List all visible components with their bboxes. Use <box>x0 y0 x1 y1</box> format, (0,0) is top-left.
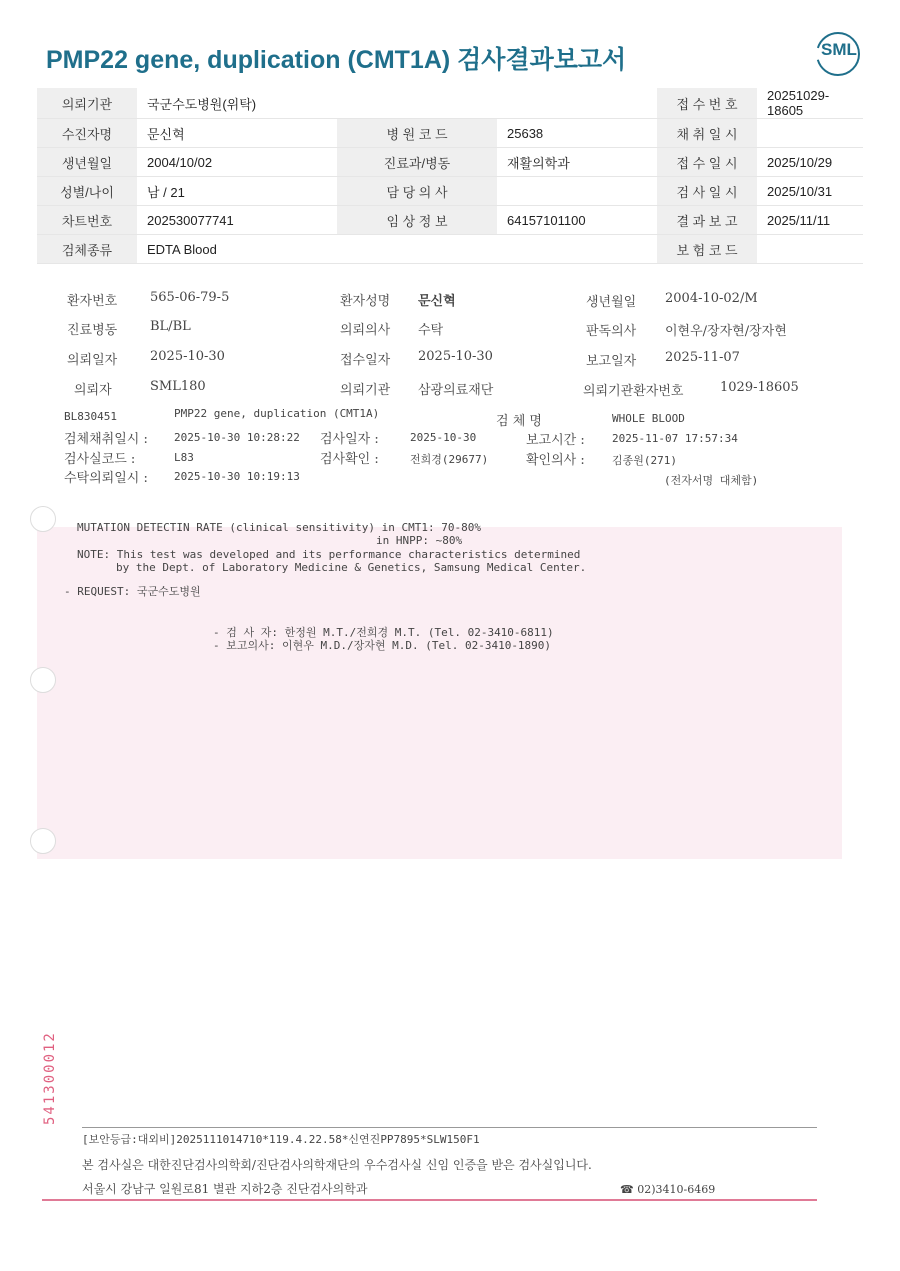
accreditation-text: 본 검사실은 대한진단검사의학회/진단검사의학재단의 우수검사실 신임 인증을 받은 검사실입니다. <box>82 1158 592 1172</box>
label-test-date: 검사일자 : <box>320 432 379 447</box>
label-receipt-date: 접수일자 <box>340 353 391 368</box>
info-label: 보 험 코 드 <box>657 235 757 264</box>
info-label <box>337 235 497 264</box>
value-reading-doctor: 이현우/장자현/장자현 <box>665 324 787 339</box>
info-value: 25638 <box>497 119 657 148</box>
value-patient-no: 565-06-79-5 <box>150 290 230 305</box>
value-test-date: 2025-10-30 <box>410 431 477 444</box>
info-value <box>497 177 657 206</box>
info-row <box>37 206 863 235</box>
note-request: - REQUEST: 국군수도병원 <box>64 585 201 598</box>
punch-hole <box>30 828 56 854</box>
info-label: 접 수 번 호 <box>657 88 757 119</box>
value-inst-patient-no: 1029-18605 <box>720 380 799 395</box>
footer-pink-line <box>42 1199 817 1201</box>
footer-divider <box>82 1127 817 1128</box>
info-label <box>337 88 497 119</box>
info-label: 수진자명 <box>37 119 137 148</box>
info-value <box>757 119 863 148</box>
test-code: BL830451 <box>64 410 117 423</box>
label-report-time: 보고시간 : <box>526 433 585 448</box>
sml-logo-text: SML <box>821 40 857 59</box>
note-tester: - 검 사 자: 한정원 M.T./전희경 M.T. (Tel. 02-3410-6811) <box>213 626 554 639</box>
side-serial-number: 541300012 <box>42 1031 58 1125</box>
note-reporter: - 보고의사: 이현우 M.D./장자현 M.D. (Tel. 02-3410-1890) <box>213 639 552 652</box>
info-value <box>497 88 657 119</box>
info-value: 2004/10/02 <box>137 148 337 177</box>
punch-hole <box>30 506 56 532</box>
info-row <box>37 177 863 206</box>
label-consign-time: 수탁의뢰일시 : <box>64 471 148 486</box>
value-report-time: 2025-11-07 17:57:34 <box>612 432 738 445</box>
info-label: 검 사 일 시 <box>657 177 757 206</box>
info-label: 의뢰기관 <box>37 88 137 119</box>
label-requester: 의뢰자 <box>74 383 112 398</box>
info-row <box>37 148 863 177</box>
value-collection-time: 2025-10-30 10:28:22 <box>174 431 300 444</box>
label-referring-doctor: 의뢰의사 <box>340 323 391 338</box>
value-consign-time: 2025-10-30 10:19:13 <box>174 470 300 483</box>
label-test-confirm: 검사확인 : <box>320 452 379 467</box>
value-report-date: 2025-11-07 <box>665 350 740 365</box>
value-request-date: 2025-10-30 <box>150 349 225 364</box>
label-ward: 진료병동 <box>67 323 118 338</box>
note-hnpp: in HNPP: ~80% <box>376 534 463 547</box>
label-patient-no: 환자번호 <box>67 294 118 309</box>
phone-text: ☎ 02)3410-6469 <box>620 1183 716 1196</box>
value-confirm-doctor: 김종원(271) <box>612 454 677 467</box>
punch-hole <box>30 667 56 693</box>
info-label: 결 과 보 고 <box>657 206 757 235</box>
value-test-confirm: 전희경(29677) <box>410 453 489 466</box>
value-receipt-date: 2025-10-30 <box>418 349 493 364</box>
value-lab-code: L83 <box>174 451 194 464</box>
info-row <box>37 88 863 119</box>
value-specimen: WHOLE BLOOD <box>612 412 685 425</box>
label-inst-patient-no: 의뢰기관환자번호 <box>583 384 684 399</box>
info-label: 임 상 정 보 <box>337 206 497 235</box>
value-requester: SML180 <box>150 379 206 394</box>
info-value <box>757 235 863 264</box>
info-value: 64157101100 <box>497 206 657 235</box>
info-value: 재활의학과 <box>497 148 657 177</box>
label-confirm-doctor: 확인의사 : <box>526 453 585 468</box>
esign-note: (전자서명 대체함) <box>664 474 759 487</box>
label-request-date: 의뢰일자 <box>67 353 118 368</box>
patient-info-table <box>37 88 863 264</box>
report-title: PMP22 gene, duplication (CMT1A) 검사결과보고서 <box>46 46 627 74</box>
info-label: 검체종류 <box>37 235 137 264</box>
info-value <box>497 235 657 264</box>
info-label: 생년월일 <box>37 148 137 177</box>
note-2: by the Dept. of Laboratory Medicine & Genetics, Samsung Medical Center. <box>116 561 587 574</box>
label-collection-time: 검체채취일시 : <box>64 432 148 447</box>
info-row <box>37 235 863 264</box>
info-label: 채 취 일 시 <box>657 119 757 148</box>
info-label: 성별/나이 <box>37 177 137 206</box>
value-patient-name: 문신혁 <box>418 294 456 309</box>
label-birth: 생년월일 <box>586 295 637 310</box>
info-label: 차트번호 <box>37 206 137 235</box>
label-reading-doctor: 판독의사 <box>586 324 637 339</box>
info-value: 202530077741 <box>137 206 337 235</box>
address-text: 서울시 강남구 일원로81 별관 지하2층 진단검사의학과 <box>82 1182 368 1196</box>
info-value: 국군수도병원(위탁) <box>137 88 337 119</box>
value-referring-doctor: 수탁 <box>418 323 444 338</box>
label-institution: 의뢰기관 <box>340 383 391 398</box>
info-value: 2025/10/31 <box>757 177 863 206</box>
info-label: 병 원 코 드 <box>337 119 497 148</box>
info-label: 진료과/병동 <box>337 148 497 177</box>
info-value: 2025/10/29 <box>757 148 863 177</box>
value-birth: 2004-10-02/M <box>665 291 758 306</box>
value-institution: 삼광의료재단 <box>418 383 494 398</box>
info-value: EDTA Blood <box>137 235 337 264</box>
info-row <box>37 119 863 148</box>
security-line: [보안등급:대외비]2025111014710*119.4.22.58*신연진PP7895*SLW150F1 <box>82 1133 480 1146</box>
label-lab-code: 검사실코드 : <box>64 452 136 467</box>
info-value: 남 / 21 <box>137 177 337 206</box>
value-ward: BL/BL <box>150 319 191 334</box>
info-label: 접 수 일 시 <box>657 148 757 177</box>
info-label: 담 당 의 사 <box>337 177 497 206</box>
result-panel <box>37 527 842 859</box>
note-detection-rate: MUTATION DETECTIN RATE (clinical sensitivity) in CMT1: 70-80% <box>77 521 481 534</box>
label-report-date: 보고일자 <box>586 354 637 369</box>
info-value: 20251029-18605 <box>757 88 863 119</box>
test-name: PMP22 gene, duplication (CMT1A) <box>174 407 380 420</box>
label-patient-name: 환자성명 <box>340 294 391 309</box>
info-value: 문신혁 <box>137 119 337 148</box>
label-specimen: 검 체 명 <box>496 414 542 429</box>
info-value: 2025/11/11 <box>757 206 863 235</box>
note-1: NOTE: This test was developed and its performance characteristics determined <box>77 548 581 561</box>
